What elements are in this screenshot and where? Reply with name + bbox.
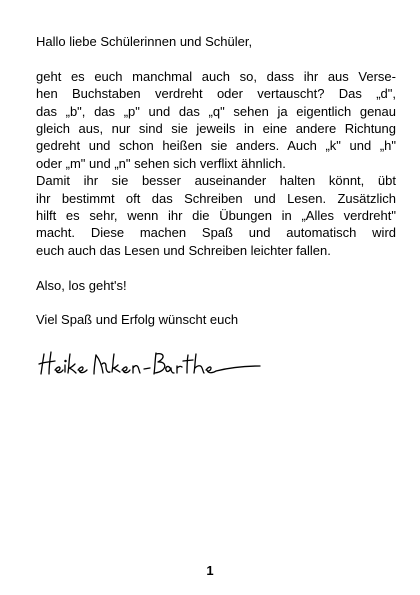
letter-text <box>36 33 396 346</box>
body-paragraph <box>36 68 396 259</box>
signoff: Viel Spaß und Erfolg wünscht euch <box>36 312 239 328</box>
body-line: geht es euch manchmal auch so, dass ihr aus Verse- <box>36 68 396 84</box>
body-line: euch auch das Lesen und Schreiben leichter fallen. <box>36 242 331 258</box>
body-line: hen Buchstaben verdreht oder vertauscht? Das „d", <box>36 86 396 102</box>
body-line: gedreht und schon heißen sie anders. Auch „k" und „h" <box>36 138 396 154</box>
closing-line: Also, los geht's! <box>36 277 127 293</box>
body-line: oder „m" und „n" sehen sich verflixt ähnlich. <box>36 155 286 171</box>
body-line: macht. Diese machen Spaß und automatisch wird <box>36 225 396 241</box>
body-line: Damit ihr sie besser auseinander halten könnt, übt <box>36 173 396 189</box>
signoff-paragraph <box>36 311 396 328</box>
body-line: das „b", das „p" und das „q" sehen ja eigentlich genau <box>36 103 396 119</box>
closing-paragraph <box>36 277 396 294</box>
signature-drawing <box>38 346 268 380</box>
handwritten-signature <box>38 346 268 380</box>
page-number: 1 <box>206 563 214 578</box>
body-line: ihr bestimmt oft das Schreiben und Lesen. Zusätzlich <box>36 190 396 206</box>
body-line: gleich aus, nur sind sie jeweils in eine andere Richtung <box>36 121 396 137</box>
greeting-paragraph <box>36 33 396 50</box>
greeting: Hallo liebe Schülerinnen und Schüler, <box>36 34 253 49</box>
body-line: hilft es sehr, wenn ihr die Übungen in „Alles verdreht" <box>36 208 396 224</box>
